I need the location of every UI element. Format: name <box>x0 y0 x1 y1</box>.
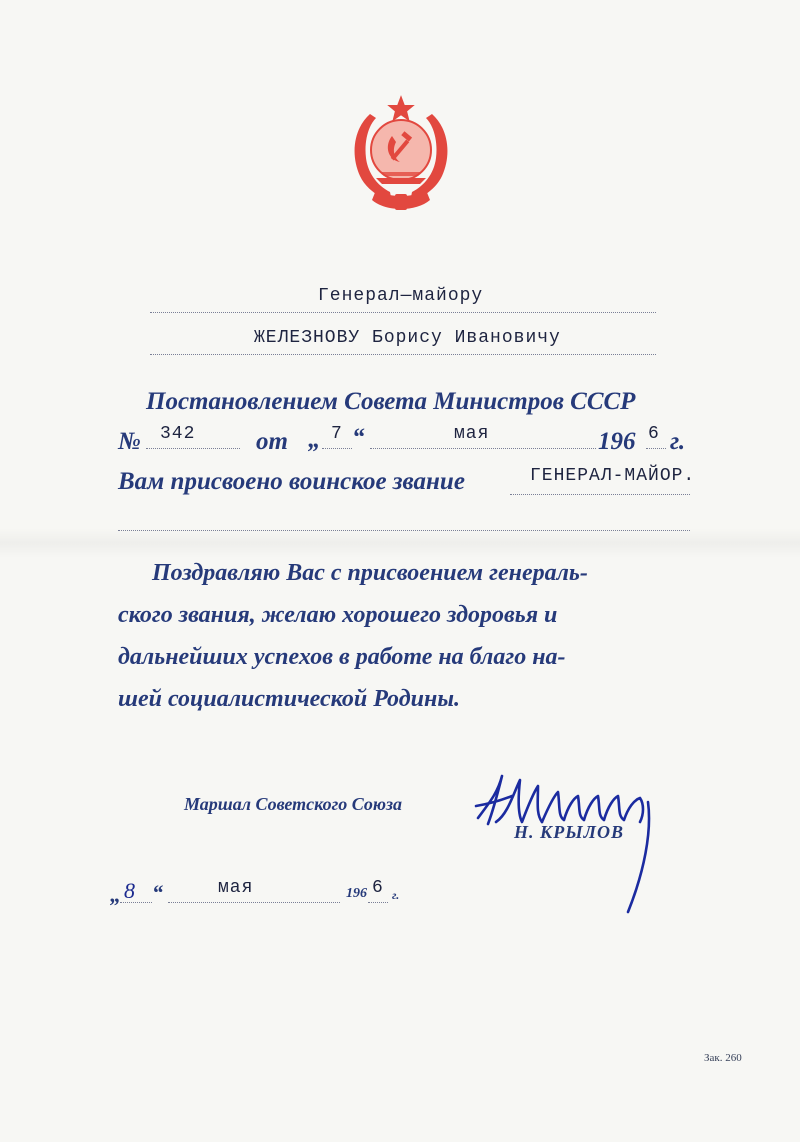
order-number: Зак. 260 <box>704 1052 742 1064</box>
addressee-rank: Генерал—майору <box>318 286 484 306</box>
issue-year-suffix: 6 <box>372 878 384 898</box>
decree-day: 7 <box>331 424 343 444</box>
decree-number-label: № <box>118 428 141 455</box>
congratulations-line-1: Поздравляю Вас с присвоением генераль- <box>152 560 588 586</box>
decree-rank-line <box>510 494 690 495</box>
decree-month-line <box>370 448 596 449</box>
decree-assigned-text: Вам присвоено воинское звание <box>118 468 465 495</box>
decree-day-line <box>322 448 352 449</box>
decree-from-label: от <box>256 428 288 455</box>
decree-year-abbr: г. <box>670 428 686 455</box>
issue-date-close-quote: “ <box>152 880 163 905</box>
decree-year-line <box>646 448 666 449</box>
issue-year-prefix: 196 <box>346 886 367 901</box>
congratulations-line-4: шей социалистической Родины. <box>118 686 460 712</box>
issue-year-abbr: г. <box>392 888 400 902</box>
signatory-name: Н. КРЫЛОВ <box>514 822 625 842</box>
issue-month: мая <box>218 878 254 898</box>
congratulations-line-2: ского звания, желаю хорошего здоровья и <box>118 602 558 628</box>
decree-day-close-quote: “ <box>352 424 365 451</box>
decree-year-suffix: 6 <box>648 424 660 444</box>
addressee-name-line <box>150 354 656 355</box>
decree-number-line <box>146 448 240 449</box>
decree-rank-assigned: ГЕНЕРАЛ-МАЙОР. <box>530 466 696 486</box>
paper-fold-shadow <box>0 528 800 558</box>
decree-line-1: Постановлением Совета Министров СССР <box>146 388 636 415</box>
decree-day-open-quote: „ <box>308 426 321 453</box>
ussr-state-emblem-icon <box>340 94 462 216</box>
decree-year-prefix: 196 <box>598 428 636 455</box>
issue-year-line <box>368 902 388 903</box>
congratulations-line-3: дальнейших успехов в работе на благо на- <box>118 644 566 670</box>
addressee-rank-line <box>150 312 656 313</box>
issue-date-open-quote: „ <box>110 882 121 907</box>
decree-month: мая <box>454 424 490 444</box>
signatory-title: Маршал Советского Союза <box>184 794 403 814</box>
issue-day: 8 <box>124 878 135 903</box>
issue-day-line <box>120 902 152 903</box>
handwritten-signature-icon <box>468 762 678 922</box>
addressee-name: ЖЕЛЕЗНОВУ Борису Ивановичу <box>254 328 561 348</box>
decree-blank-line <box>118 530 690 531</box>
issue-month-line <box>168 902 340 903</box>
decree-number: 342 <box>160 424 196 444</box>
